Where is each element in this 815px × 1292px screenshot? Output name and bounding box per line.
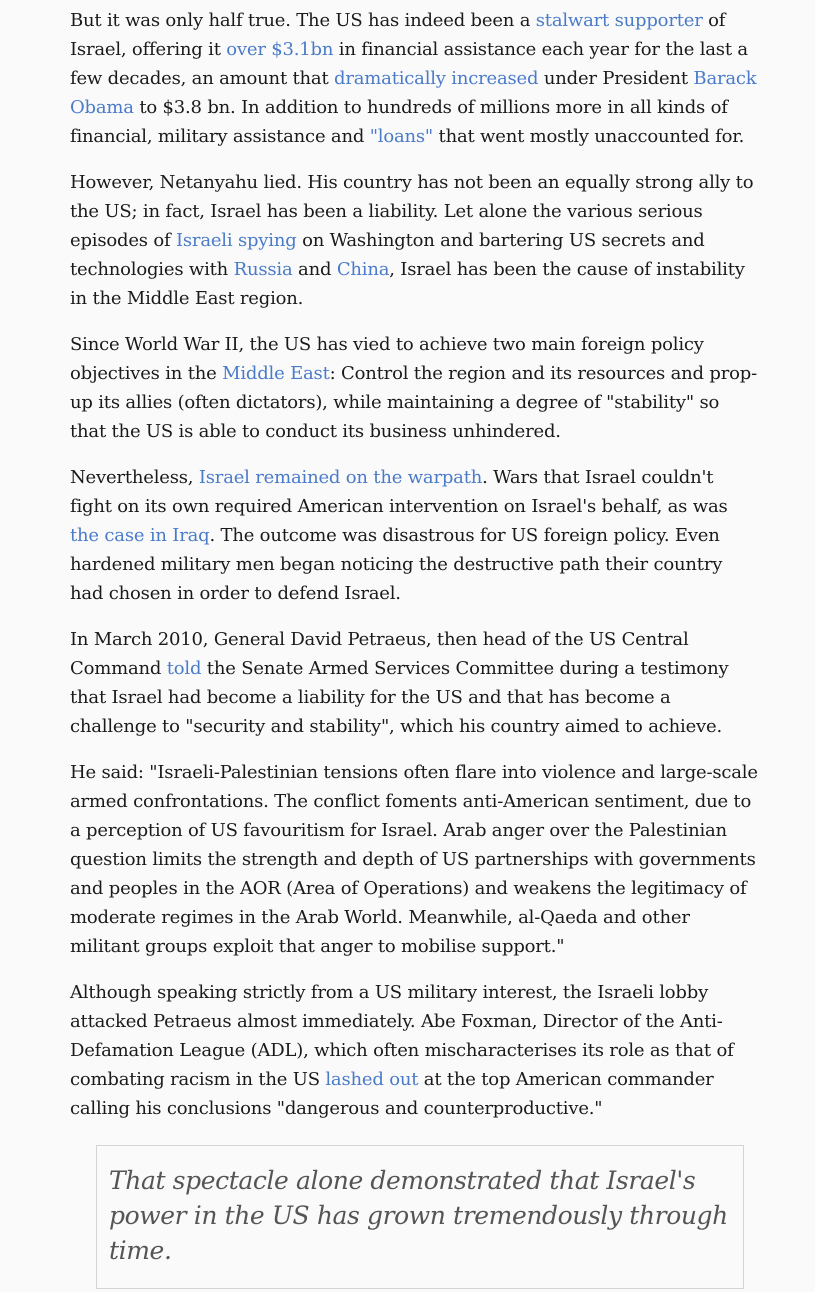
paragraph-7	[70, 978, 760, 1123]
paragraph-3	[70, 330, 760, 446]
text-segment: : Control the region and its resources and prop-up its allies (often dictators), while maintaining a degree of "stability" so that the US is able to conduct its business unhindered.	[70, 363, 757, 442]
link-israeli-spying[interactable]: Israeli spying	[175, 230, 297, 251]
text-segment: at the top American commander calling his conclusions "dangerous and counterproductive."	[70, 1069, 714, 1119]
text-segment: . Wars that Israel couldn't fight on its own required American intervention on Israel's behalf, as was	[70, 467, 728, 517]
link-the-case-in-iraq[interactable]: the case in Iraq	[70, 525, 210, 546]
link-china[interactable]: China	[336, 259, 390, 280]
link-dramatically-increased[interactable]: dramatically increased	[334, 68, 539, 89]
link-over-3-1bn[interactable]: over $3.1bn	[226, 39, 334, 60]
paragraph-2	[70, 168, 760, 313]
paragraph-5	[70, 625, 760, 741]
text-segment: , Israel has been the cause of instability in the Middle East region.	[70, 259, 745, 309]
text-segment: In March 2010, General David Petraeus, then head of the US Central Command	[70, 629, 689, 679]
link-loans[interactable]: "loans"	[369, 126, 434, 147]
link-russia[interactable]: Russia	[233, 259, 293, 280]
link-middle-east[interactable]: Middle East	[222, 363, 330, 384]
link-israel-remained-on-the-warpath[interactable]: Israel remained on the warpath	[198, 467, 483, 488]
text-segment: He said: "Israeli-Palestinian tensions often flare into violence and large-scale armed confrontations. The conflict foments anti-American sentiment, due to a perception of US favouritism for Israel. Arab anger over the Palestinian question limits the strength and depth of US partnerships with governments and peoples in the AOR (Area of Operations) and weakens the legitimacy of moderate regimes in the Arab World. Meanwhile, al-Qaeda and other militant groups exploit that anger to mobilise support."	[70, 762, 758, 957]
text-segment: and	[292, 259, 337, 280]
text-segment: that went mostly unaccounted for.	[433, 126, 745, 147]
text-segment: the Senate Armed Services Committee during a testimony that Israel had become a liability for the US and that has become a challenge to "security and stability", which his country aimed to achieve.	[70, 658, 729, 737]
pull-quote	[96, 1145, 744, 1289]
link-lashed-out[interactable]: lashed out	[325, 1069, 419, 1090]
text-segment: on Washington and bartering US secrets and technologies with	[70, 230, 705, 280]
link-told[interactable]: told	[166, 658, 202, 679]
text-segment: But it was only half true. The US has indeed been a	[70, 10, 536, 31]
text-segment: to $3.8 bn. In addition to hundreds of millions more in all kinds of financial, military assistance and	[70, 97, 728, 147]
paragraph-6	[70, 758, 760, 961]
text-segment: However, Netanyahu lied. His country has not been an equally strong ally to the US; in fact, Israel has been a liability. Let alone the various serious episodes of	[70, 172, 754, 251]
paragraph-1	[70, 6, 760, 151]
text-segment: under President	[538, 68, 694, 89]
text-segment: . The outcome was disastrous for US foreign policy. Even hardened military men began noticing the destructive path their country had chosen in order to defend Israel.	[70, 525, 723, 604]
text-segment: in financial assistance each year for the last a few decades, an amount that	[70, 39, 748, 89]
paragraph-4	[70, 463, 760, 608]
text-segment: Since World War II, the US has vied to achieve two main foreign policy objectives in the	[70, 334, 704, 384]
article-body	[70, 6, 760, 1140]
link-barack-obama[interactable]: Barack Obama	[70, 68, 757, 118]
text-segment: Although speaking strictly from a US military interest, the Israeli lobby attacked Petraeus almost immediately. Abe Foxman, Director of the Anti-Defamation League (ADL), which often mischaracterises its role as that of combating racism in the US	[70, 982, 734, 1090]
link-stalwart-supporter[interactable]: stalwart supporter	[535, 10, 703, 31]
text-segment: Nevertheless,	[70, 467, 199, 488]
pull-quote-text: That spectacle alone demonstrated that Israel's power in the US has grown tremendously through time.	[109, 1166, 728, 1265]
text-segment: of Israel, offering it	[70, 10, 726, 60]
